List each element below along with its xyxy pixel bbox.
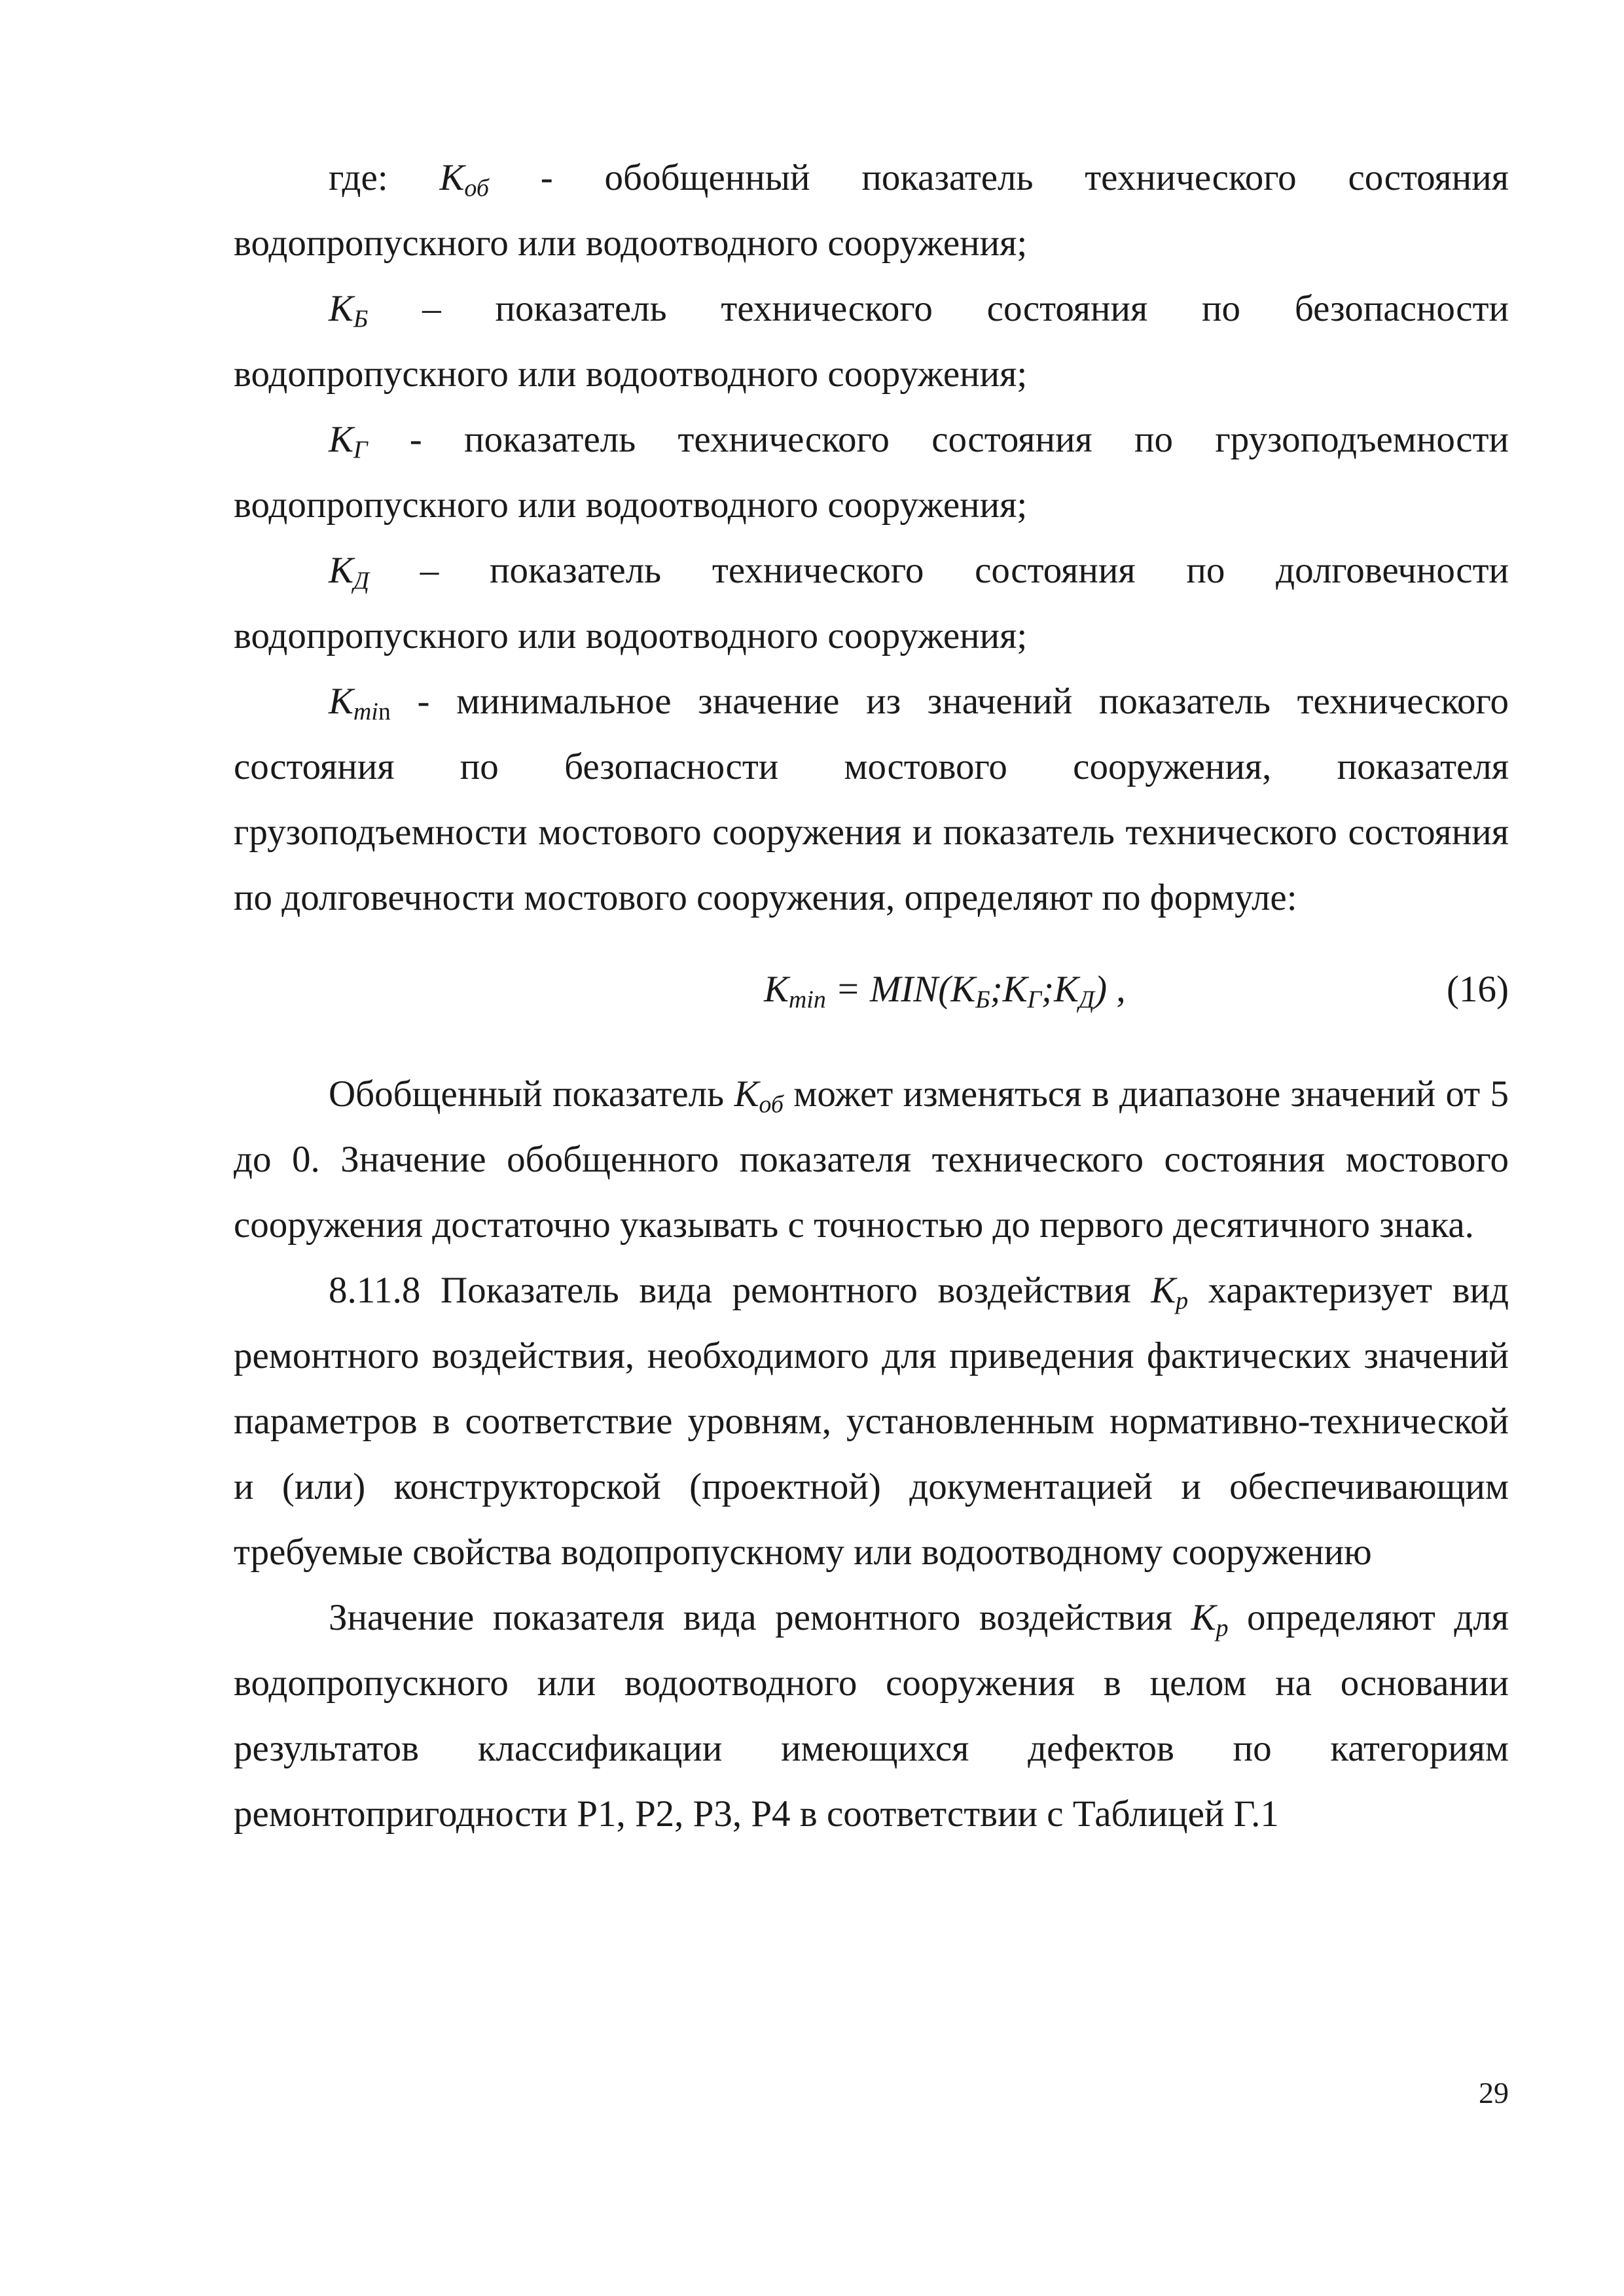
symbol-k-g: $К_Г$ (329, 419, 368, 464)
term-k-ob: где: $К_{об}$ - обобщенный показатель технического состояния водопропускного или водоотводного сооружения; (234, 157, 1509, 264)
symbol-k-p: $К_р$ (1191, 1597, 1229, 1642)
symbol-k-d: $К_Д$ (329, 550, 370, 595)
term-k-g: $К_Г$ - показатель технического состояния по грузоподъемности водопропускного или водоотводного сооружения; (234, 419, 1509, 526)
term-k-b: $К_Б$ – показатель технического состояния по безопасности водопропускного или водоотводного сооружения; (234, 288, 1509, 395)
symbol-k-b: $К_Б$ (329, 288, 369, 333)
symbol-k-min: $К_{min}$ (329, 681, 391, 726)
paragraph-kob-range: Обобщенный показатель $К_{об}$ может изменяться в диапазоне значений от 5 до 0. Значение обобщенного показателя технического состояния мостового сооружения достаточно указывать с точностью до первого десятичного знака. (234, 1073, 1509, 1246)
symbol-k-ob: $К_{об}$ (734, 1073, 784, 1119)
formula-16 (234, 957, 1509, 1022)
term-definition: показатель технического состояния по безопасности водопропускного или водоотводного сооружения; (234, 288, 1509, 395)
paragraph-kp-value: Значение показателя вида ремонтного воздействия $К_р$ определяют для водопропускного или водоотводного сооружения в целом на основании результатов классификации имеющихся дефектов по категориям ремонтопригодности Р1, Р2, Р3, Р4 в соответствии с Таблицей Г.1 (234, 1597, 1509, 1835)
term-definition: минимальное значение из значений показатель технического состояния по безопасности мостового сооружения, показателя грузоподъемности мостового сооружения и показатель технического состояния по долговечности мостового сооружения, определяют по формуле: (234, 681, 1509, 918)
term-k-min: $К_{min}$ - минимальное значение из значений показатель технического состояния по безопасности мостового сооружения, показателя грузоподъемности мостового сооружения и показатель технического состояния по долговечности мостового сооружения, определяют по формуле: (234, 681, 1509, 918)
term-definition: показатель технического состояния по грузоподъемности водопропускного или водоотводного сооружения; (234, 419, 1509, 526)
term-definition: обобщенный показатель технического состояния водопропускного или водоотводного сооружения; (234, 157, 1509, 264)
symbol-k-ob: $К_{об}$ (439, 157, 489, 202)
term-k-d: $К_Д$ – показатель технического состояния по долговечности водопропускного или водоотводного сооружения; (234, 550, 1509, 656)
page-body (234, 145, 1509, 1847)
term-definition: показатель технического состояния по долговечности водопропускного или водоотводного сооружения; (234, 550, 1509, 656)
symbol-k-p: $К_р$ (1151, 1270, 1189, 1315)
formula-number: (16) (1447, 969, 1509, 1010)
page-number: 29 (1479, 2076, 1509, 2109)
term-prefix: где: (329, 157, 440, 198)
formula-expression: $К_{min}$ = $MIN(К_Б;К_Г;К_Д)$ , (764, 969, 1126, 1014)
paragraph-8-11-8: 8.11.8 Показатель вида ремонтного воздействия $К_р$ характеризует вид ремонтного воздействия, необходимого для приведения фактических значений параметров в соответствие уровням, установленным нормативно-технической и (или) конструкторской (проектной) документацией и обеспечивающим требуемые свойства водопропускному или водоотводному сооружению (234, 1270, 1509, 1573)
